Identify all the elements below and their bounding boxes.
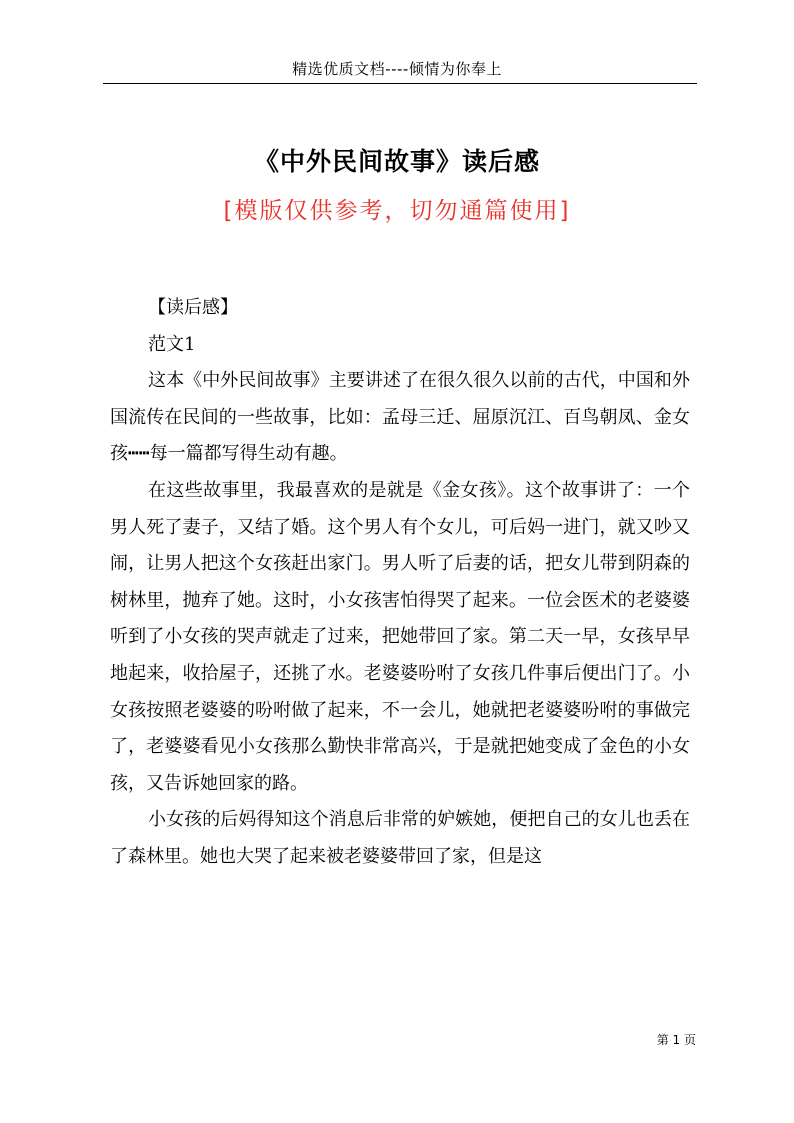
paragraph: 小女孩的后妈得知这个消息后非常的妒嫉她，便把自己的女儿也丢在了森林里。她也大哭了起来被老婆婆带回了家，但是这	[110, 809, 690, 867]
document-body	[110, 290, 690, 876]
example-label: 范文1	[148, 333, 196, 355]
page-number: 第 1 页	[656, 1033, 696, 1047]
page-header: 精选优质文档----倾情为你奉上	[292, 60, 502, 78]
document-title: 《中外民间故事》读后感	[253, 147, 540, 176]
paragraph: 在这些故事里，我最喜欢的是就是《金女孩》。这个故事讲了：一个男人死了妻子，又结了婚。这个男人有个女儿，可后妈一进门，就又吵又闹，让男人把这个女孩赶出家门。男人听了后妻的话，把女儿带到阴森的树林里，抛弃了她。这时，小女孩害怕得哭了起来。一位会医术的老婆婆听到了小女孩的哭声就走了过来，把她带回了家。第二天一早，女孩早早地起来，收拾屋子，还挑了水。老婆婆吩咐了女孩几件事后便出门了。小女孩按照老婆婆的吩咐做了起来，不一会儿，她就把老婆婆吩咐的事做完了，老婆婆看见小女孩那么勤快非常高兴，于是就把她变成了金色的小女孩，又告诉她回家的路。	[110, 479, 690, 794]
paragraph: 这本《中外民间故事》主要讲述了在很久很久以前的古代，中国和外国流传在民间的一些故事，比如：孟母三迁、屈原沉江、百鸟朝凤、金女孩┅┅每一篇都写得生动有趣。	[110, 370, 690, 465]
document-subtitle: [模版仅供参考，切勿通篇使用]	[223, 198, 571, 224]
header-divider	[103, 83, 697, 84]
section-heading: 【读后感】	[148, 297, 238, 318]
